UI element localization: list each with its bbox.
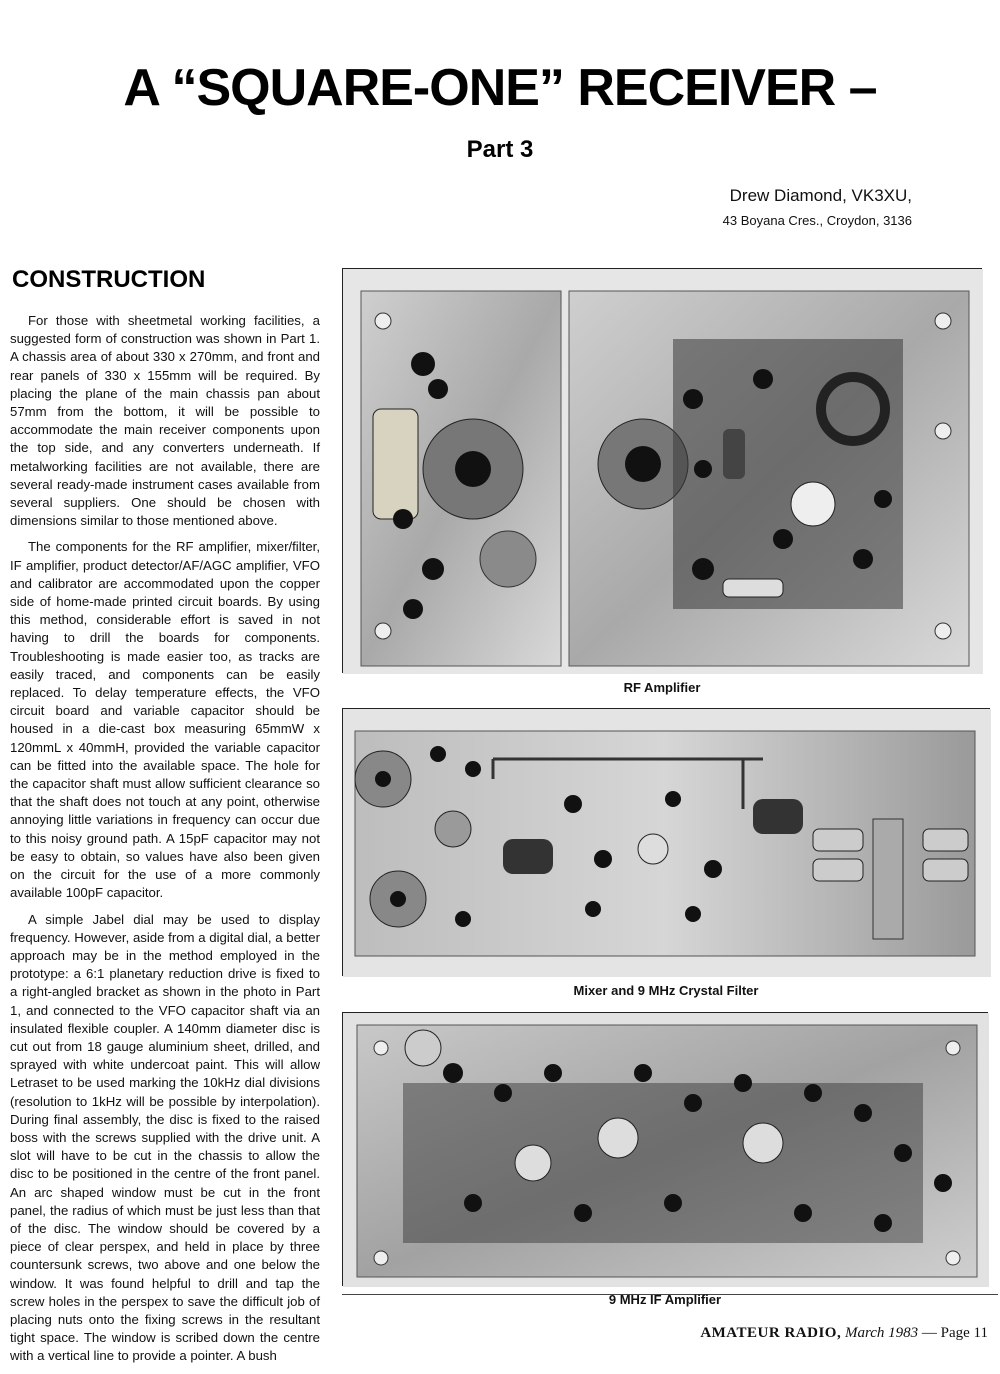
rf-amplifier-caption: RF Amplifier [623, 680, 701, 695]
page-footer [700, 1325, 988, 1342]
paragraph-1: For those with sheetmetal working facilities, a suggested form of construction was shown in Part 1. A chassis area of about 330 x 270mm, and front and rear panels of 330 x 155mm will be required. By placing the plane of the main chassis pan about 57mm from the bottom, it will be possible to accommodate the main receiver components upon the top side, and any converters underneath. If metalworking facilities are not available, there are several ready-made instrument cases available from several suppliers. One should be chosen with dimensions similar to those mentioned above. [10, 313, 320, 529]
if-amplifier-caption: 9 MHz IF Amplifier [608, 1292, 722, 1307]
section-heading: CONSTRUCTION [12, 266, 206, 293]
author-address: 43 Boyana Cres., Croydon, 3136 [722, 213, 912, 228]
rf-amplifier-photo [342, 268, 982, 673]
footer-page: — Page 11 [921, 1325, 988, 1341]
article-body [10, 312, 320, 1374]
author-name: Drew Diamond, VK3XU, [729, 186, 912, 205]
if-amplifier-photo [342, 1012, 988, 1286]
mixer-filter-caption: Mixer and 9 MHz Crystal Filter [573, 983, 759, 998]
footer-magazine: AMATEUR RADIO, [700, 1325, 842, 1341]
paragraph-3: A simple Jabel dial may be used to display frequency. However, aside from a digital dial, a better approach may be in the method employed in the prototype: a 6:1 planetary reduction drive is fixed to a right-angled bracket as shown in the photo in Part 1, and connected to the VFO capacitor shaft via an insulated flexible coupler. A 140mm diameter disc is cut out from 18 gauge aluminium sheet, drilled, and sprayed with white undercoat paint. This will allow Letraset to be used marking the 10kHz dial divisions (resolution to 1kHz will be possible by interpolation). During final assembly, the disc is fixed to the raised boss with the screws supplied with the drive unit. A slot will have to be cut in the chassis to allow the disc to be positioned in the centre of the front panel. An arc shaped window must be cut in the front panel, the radius of which must be just less than that of the disc. The window should be covered by a piece of clear perspex, and held in place by three countersunk screws, two above and one below the window. It was found helpful to drill and tap the screw holes in the perspex to save the difficult job of placing nuts onto the fixing screws in the resultant tight space. The window is scribed down the centre with a vertical line to provide a pointer. A bush [10, 911, 320, 1364]
article-subtitle: Part 3 [466, 136, 534, 163]
mixer-filter-photo [342, 708, 990, 976]
paragraph-2: The components for the RF amplifier, mixer/filter, IF amplifier, product detector/AF/AGC amplifier, VFO and calibrator are accommodated upon the copper side of home-made printed circuit boards. By using this method, considerable effort is saved in not having to drill the boards for components. Troubleshooting is made easier too, as tracks are easily traced, and components can be easily replaced. To delay temperature effects, the VFO circuit board and variable capacitor should be housed in a die-cast box measuring 65mmW x 120mmL x 40mmH, provided the variable capacitor can be fitted into the available space. The hole for the capacitor shaft must allow sufficient clearance so that the shaft does not touch at any point, otherwise annoying little variations in frequency can occur due to this noisy ground path. A 15pF capacitor may not be easy to obtain, so values have also been given on the circuit for the use of a more commonly available 100pF capacitor. [10, 539, 320, 901]
article-title: A “SQUARE-ONE” RECEIVER – [123, 59, 877, 117]
footer-date: March 1983 [844, 1325, 919, 1341]
